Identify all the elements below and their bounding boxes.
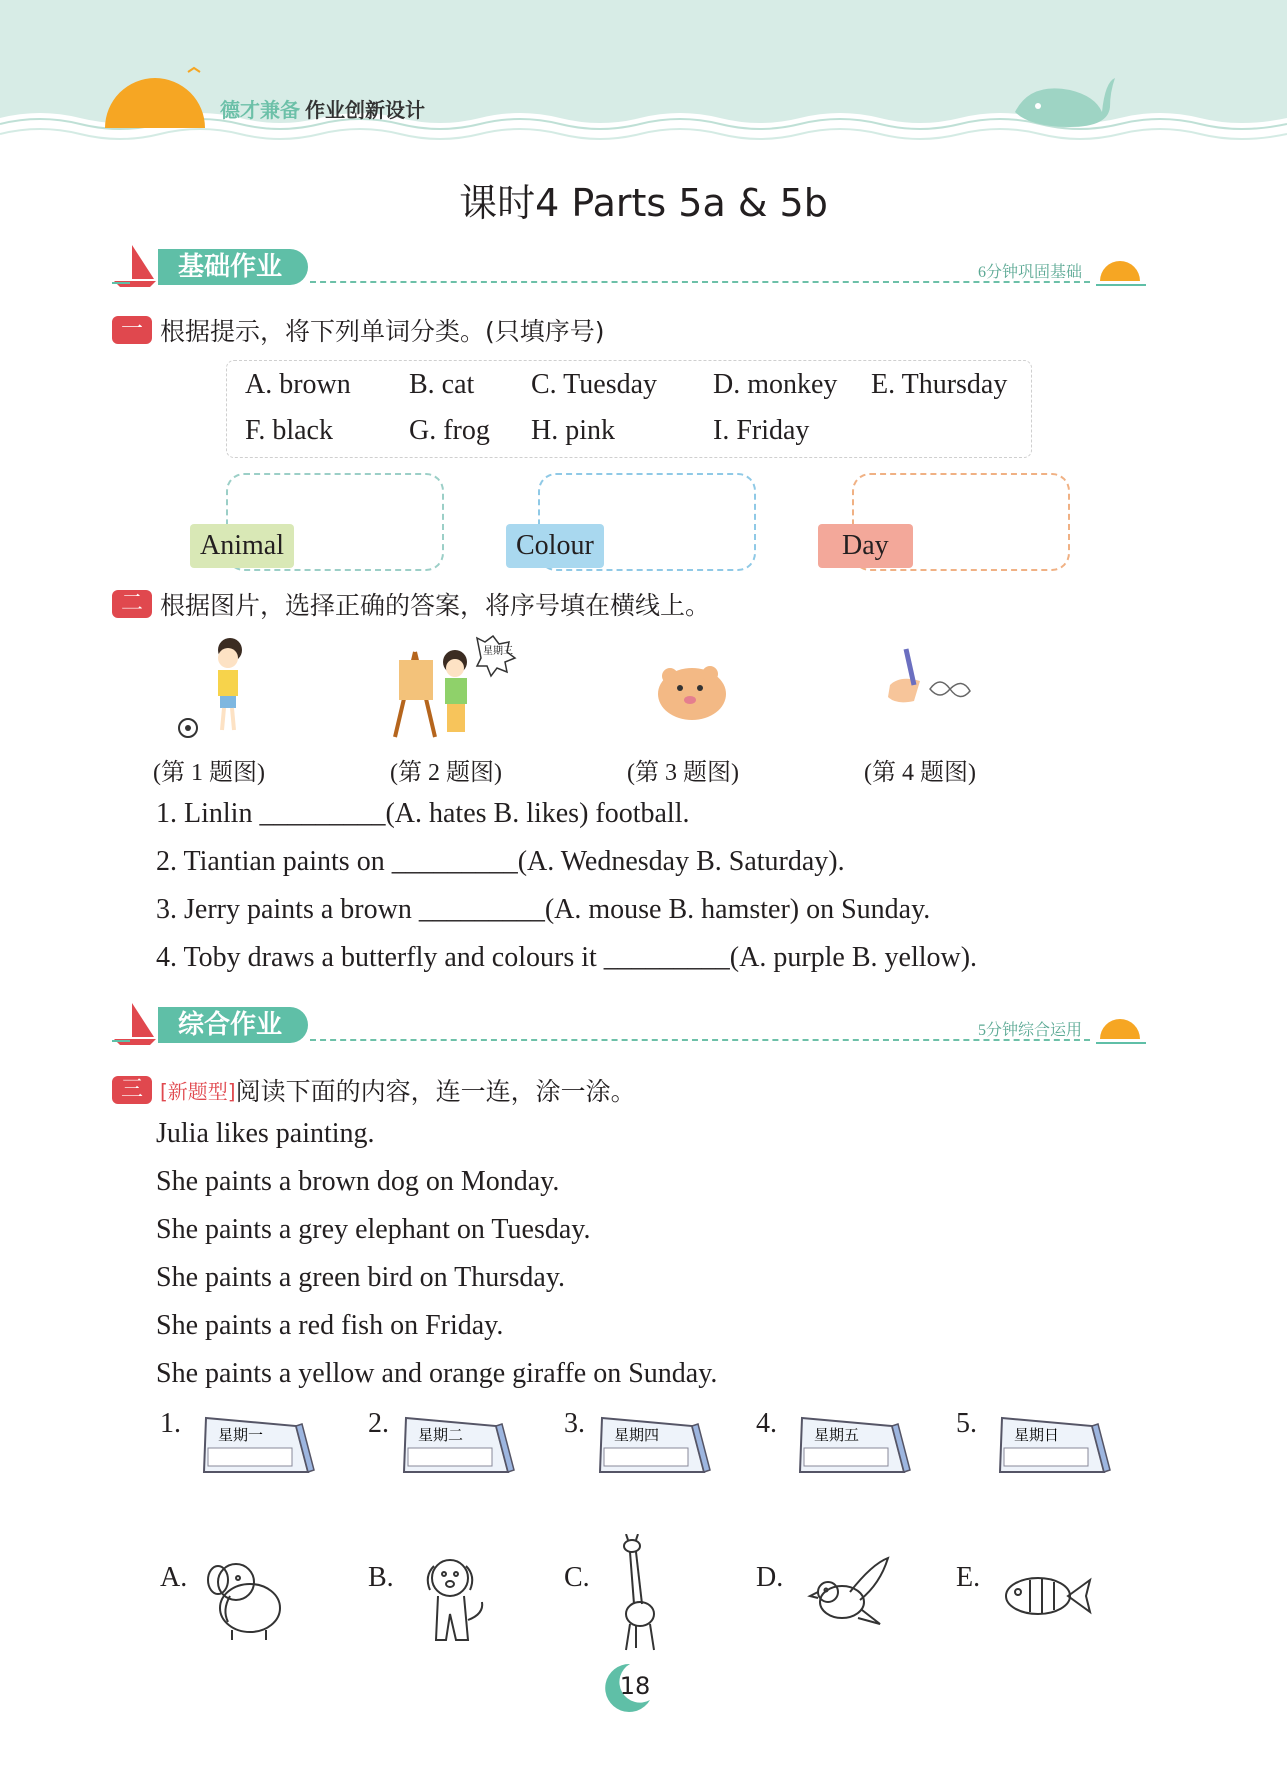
animal-letter: B. [368, 1562, 394, 1593]
section-divider [310, 1039, 1090, 1041]
small-sun-icon [1094, 253, 1150, 289]
passage-line: She paints a grey elephant on Tuesday. [156, 1214, 591, 1245]
dog-outline-icon[interactable] [410, 1550, 500, 1650]
calendar-number: 4. [756, 1408, 777, 1439]
figure-caption-3: (第 3 题图) [627, 760, 739, 786]
category-label-day: Day [818, 524, 913, 568]
question-2-heading [112, 586, 710, 622]
section-banner-basic [110, 247, 1150, 287]
calendar-day-label: 星期四 [614, 1426, 660, 1444]
question-2-item-3: 3. Jerry paints a brown _________(A. mouse B. hamster) on Sunday. [156, 894, 931, 925]
brand-part1: 德才兼备 [220, 100, 300, 122]
question-number: 一 [112, 316, 152, 344]
calendar-day-label: 星期二 [418, 1426, 464, 1444]
word-option: G. frog [409, 415, 490, 446]
sailboat-icon [110, 243, 158, 289]
category-label-colour: Colour [506, 524, 604, 568]
question-1-heading [112, 312, 605, 348]
calendar-number: 5. [956, 1408, 977, 1439]
brand-part2: 作业创新设计 [305, 100, 425, 122]
question-2-item-2: 2. Tiantian paints on _________(A. Wednesday B. Saturday). [156, 846, 845, 877]
question-2-item-1: 1. Linlin _________(A. hates B. likes) football. [156, 798, 690, 829]
section-time-note: 5分钟综合运用 [977, 1022, 1082, 1039]
calendar-icon[interactable] [396, 1412, 516, 1484]
question-instruction: 根据提示，将下列单词分类。(只填序号) [160, 317, 605, 346]
animal-letter: D. [756, 1562, 784, 1593]
fish-outline-icon[interactable] [996, 1566, 1096, 1626]
girl-football-illustration [172, 632, 262, 742]
lesson-title: 课时4 Parts 5a & 5b [459, 181, 828, 225]
question-3-heading [112, 1072, 636, 1108]
calendar-day-label: 星期五 [814, 1426, 860, 1444]
calendar-day-label: 星期一 [218, 1426, 264, 1444]
section-divider [310, 281, 1090, 283]
word-option: D. monkey [713, 369, 838, 400]
animal-letter: A. [160, 1562, 188, 1593]
question-2-item-4: 4. Toby draws a butterfly and colours it _________(A. purple B. yellow). [156, 942, 978, 973]
calendar-icon[interactable] [196, 1412, 316, 1484]
sun-icon [100, 60, 210, 130]
figure-caption-4: (第 4 题图) [864, 760, 976, 786]
elephant-outline-icon[interactable] [196, 1550, 296, 1646]
figure-caption-1: (第 1 题图) [153, 760, 265, 786]
question-instruction: 阅读下面的内容，连一连，涂一涂。 [235, 1077, 636, 1106]
hamster-illustration [650, 650, 730, 730]
section-label: 基础作业 [158, 249, 308, 285]
passage-line: She paints a red fish on Friday. [156, 1310, 504, 1341]
section-banner-comprehensive [110, 1005, 1150, 1045]
calendar-number: 2. [368, 1408, 389, 1439]
calendar-day-label: 星期日 [1014, 1426, 1060, 1444]
hand-drawing-butterfly-illustration [870, 645, 980, 735]
calendar-icon[interactable] [792, 1412, 912, 1484]
question-instruction: 根据图片，选择正确的答案，将序号填在横线上。 [160, 591, 711, 620]
passage-line: She paints a brown dog on Monday. [156, 1166, 560, 1197]
calendar-icon[interactable] [592, 1412, 712, 1484]
word-bank [226, 360, 1032, 458]
calendar-icon[interactable] [992, 1412, 1112, 1484]
animal-letter: E. [956, 1562, 981, 1593]
category-label-animal: Animal [190, 524, 294, 568]
passage-line: She paints a yellow and orange giraffe on Sunday. [156, 1358, 718, 1389]
section-label: 综合作业 [158, 1007, 308, 1043]
word-option: A. brown [245, 369, 351, 400]
speech-bubble-text: 星期三 [483, 646, 513, 657]
word-option: I. Friday [713, 415, 810, 446]
word-option: F. black [245, 415, 333, 446]
question-number: 三 [112, 1076, 152, 1104]
giraffe-outline-icon[interactable] [604, 1534, 674, 1654]
word-option: B. cat [409, 369, 475, 400]
passage-line: Julia likes painting. [156, 1118, 375, 1149]
figure-caption-2: (第 2 题图) [390, 760, 502, 786]
calendar-number: 1. [160, 1408, 181, 1439]
new-type-tag: [新题型] [160, 1079, 236, 1104]
word-option: E. Thursday [871, 369, 1008, 400]
passage-line: She paints a green bird on Thursday. [156, 1262, 566, 1293]
bird-outline-icon[interactable] [806, 1554, 896, 1634]
question-number: 二 [112, 590, 152, 618]
small-sun-icon [1094, 1011, 1150, 1047]
word-option: C. Tuesday [531, 369, 658, 400]
page-number: 18 [619, 1672, 651, 1700]
animal-letter: C. [564, 1562, 590, 1593]
page-header [0, 0, 1287, 150]
boy-painting-illustration [385, 632, 525, 742]
brand-title [220, 94, 425, 123]
sailboat-icon [110, 1001, 158, 1047]
whale-icon [1010, 72, 1120, 132]
word-option: H. pink [531, 415, 615, 446]
calendar-number: 3. [564, 1408, 585, 1439]
section-time-note: 6分钟巩固基础 [977, 264, 1082, 281]
